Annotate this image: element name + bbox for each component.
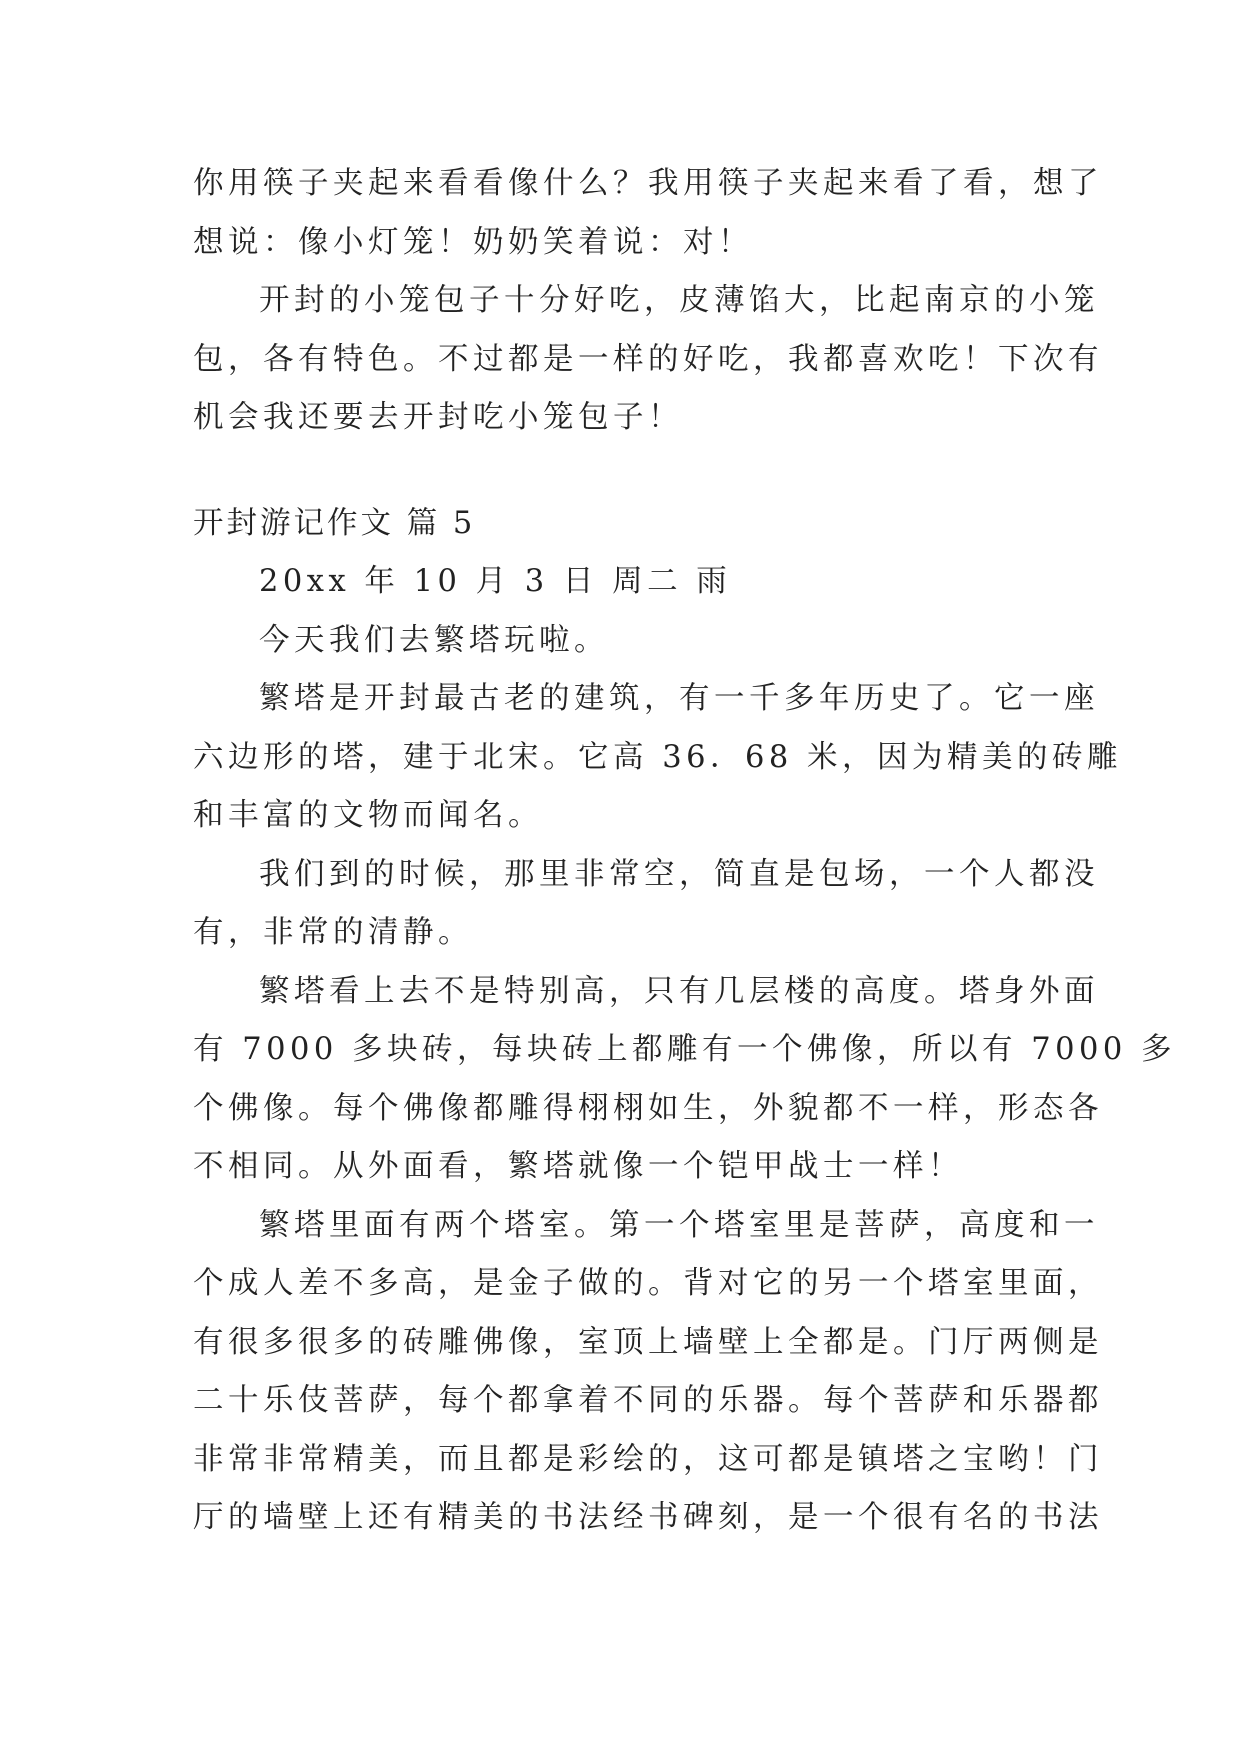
text-line: 非常非常精美，而且都是彩绘的，这可都是镇塔之宝哟！门	[193, 1441, 1103, 1477]
paragraph-start: 繁塔里面有两个塔室。第一个塔室里是菩萨，高度和一	[259, 1207, 1099, 1243]
text-line: 二十乐伎菩萨，每个都拿着不同的乐器。每个菩萨和乐器都	[193, 1383, 1103, 1418]
paragraph-start: 我们到的时候，那里非常空，简直是包场，一个人都没	[259, 856, 1099, 892]
paragraph-start: 繁塔是开封最古老的建筑，有一千多年历史了。它一座	[259, 681, 1099, 716]
text-line: 六边形的塔，建于北宋。它高 36．68 米，因为精美的砖雕	[193, 739, 1123, 775]
text-line: 个成人差不多高，是金子做的。背对它的另一个塔室里面，	[193, 1266, 1103, 1301]
paragraph-start: 开封的小笼包子十分好吃，皮薄馅大，比起南京的小笼	[259, 283, 1099, 318]
section-heading: 开封游记作文 篇 5	[193, 505, 476, 541]
text-line: 和丰富的文物而闻名。	[193, 798, 543, 833]
section-gap	[193, 448, 1053, 495]
paragraph-start: 今天我们去繁塔玩啦。	[259, 622, 609, 658]
text-line: 不相同。从外面看，繁塔就像一个铠甲战士一样！	[193, 1149, 963, 1184]
text-line: 有，非常的清静。	[193, 915, 473, 950]
text-line: 厅的墙壁上还有精美的书法经书碑刻，是一个很有名的书法	[193, 1500, 1103, 1535]
text-line: 你用筷子夹起来看看像什么？我用筷子夹起来看了看，想了	[193, 166, 1103, 201]
text-line: 包，各有特色。不过都是一样的好吃，我都喜欢吃！下次有	[193, 341, 1103, 377]
text-line: 想说：像小灯笼！奶奶笑着说：对！	[193, 224, 753, 260]
text-line: 机会我还要去开封吃小笼包子！	[193, 400, 683, 435]
text-line: 有 7000 多块砖，每块砖上都雕有一个佛像，所以有 7000 多	[193, 1032, 1177, 1067]
text-line: 个佛像。每个佛像都雕得栩栩如生，外貌都不一样，形态各	[193, 1090, 1103, 1126]
date-line: 20xx 年 10 月 3 日 周二 雨	[259, 564, 732, 599]
paragraph-start: 繁塔看上去不是特别高，只有几层楼的高度。塔身外面	[259, 973, 1099, 1009]
document-page	[193, 155, 1177, 1548]
text-line: 有很多很多的砖雕佛像，室顶上墙壁上全都是。门厅两侧是	[193, 1324, 1103, 1360]
